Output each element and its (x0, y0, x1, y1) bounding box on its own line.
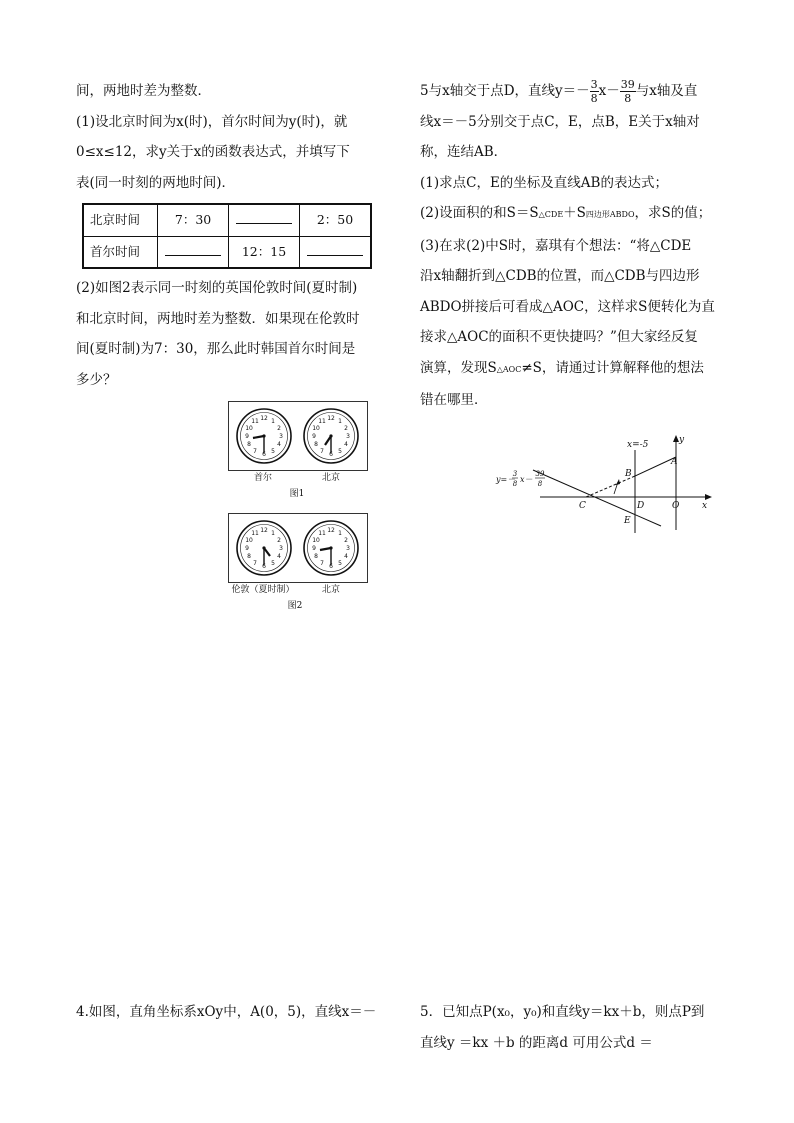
svg-text:4: 4 (277, 553, 281, 560)
label-d: D (637, 501, 645, 511)
label-c: C (579, 501, 586, 511)
svg-text:5: 5 (338, 448, 342, 455)
svg-text:3: 3 (512, 470, 518, 478)
svg-text:6: 6 (262, 563, 266, 570)
fraction: $\frac{39}{8}$ (620, 78, 635, 105)
svg-text:9: 9 (312, 433, 316, 440)
figure-1-caption: 图1 (289, 489, 305, 499)
svg-text:5: 5 (271, 560, 275, 567)
svg-text:8: 8 (247, 441, 251, 448)
line-ab (635, 457, 676, 476)
svg-text:12: 12 (260, 415, 268, 422)
table-row (83, 236, 371, 268)
answer-blank[interactable] (236, 209, 292, 224)
svg-text:39: 39 (535, 470, 545, 478)
coordinate-graph (490, 430, 720, 535)
svg-text:5: 5 (338, 560, 342, 567)
question-1-line: (1)设北京时间为x(时)，首尔时间为y(时)，就 (76, 113, 348, 130)
label-x-eq: x=-5 (627, 440, 649, 450)
question-4-part-2: (2)设面积的和S＝S△CDE＋S四边形ABDO，求S的值； (420, 205, 712, 221)
figure-2-svg (229, 514, 367, 582)
equation-label (495, 470, 545, 488)
svg-text:11: 11 (318, 530, 326, 537)
question-2-line: 多少？ (76, 371, 117, 388)
label-y: y (679, 435, 685, 445)
svg-text:1: 1 (338, 418, 342, 425)
question-4-part-3: 接求△AOC的面积不更快捷吗？”但大家经反复 (420, 329, 698, 345)
figure-1-label-beijing: 北京 (321, 473, 340, 483)
svg-text:12: 12 (260, 527, 268, 534)
clock-icon (304, 409, 358, 463)
question-4-part-3: (3)在求(2)中S时，嘉琪有个想法：“将△CDE (420, 237, 692, 254)
svg-text:2: 2 (344, 537, 348, 544)
dashed-line-cb (586, 476, 635, 497)
svg-text:x－: x－ (520, 475, 533, 484)
svg-text:8: 8 (314, 553, 318, 560)
question-4-part-3: ABDO拼接后可看成△AOC，这样求S便转化为直 (420, 298, 715, 315)
svg-text:8: 8 (512, 480, 518, 488)
time-table (82, 203, 372, 269)
svg-text:7: 7 (253, 448, 257, 455)
svg-text:10: 10 (245, 537, 253, 544)
clock-icon (237, 409, 291, 463)
figure-2-label-london: 伦敦（夏时制） (231, 585, 295, 595)
table-blank-cell[interactable] (300, 236, 372, 268)
svg-text:5: 5 (271, 448, 275, 455)
svg-text:6: 6 (262, 451, 266, 458)
label-e: E (624, 516, 631, 526)
svg-text:2: 2 (344, 425, 348, 432)
question-4-part-3: 沿x轴翻折到△CDB的位置，而△CDB与四边形 (420, 268, 700, 284)
svg-text:9: 9 (245, 433, 249, 440)
svg-text:7: 7 (320, 448, 324, 455)
figure-1-label-seoul: 首尔 (253, 473, 272, 483)
svg-text:9: 9 (245, 545, 249, 552)
question-4-line: 线x＝－5分别交于点C，E，点B，E关于x轴对 (420, 113, 700, 130)
table-row (83, 204, 371, 236)
question-1-line: 表(同一时刻的两地时间)． (76, 174, 236, 191)
svg-text:4: 4 (277, 441, 281, 448)
svg-text:7: 7 (320, 560, 324, 567)
question-4-part-3: 演算，发现S△AOC≠S，请通过计算解释他的想法 (420, 359, 704, 376)
question-4-line: 5与x轴交于点D，直线y＝－ $\frac{3}{8}$ x－ $\frac{39}{8}$ 与x轴及直 (420, 78, 698, 105)
table-head-seoul: 首尔时间 (83, 236, 158, 268)
text-line: 间，两地时差为整数． (76, 83, 211, 99)
answer-blank[interactable] (165, 241, 221, 256)
svg-text:3: 3 (346, 433, 350, 440)
svg-text:10: 10 (245, 425, 253, 432)
label-x: x (702, 501, 708, 511)
svg-text:6: 6 (329, 451, 333, 458)
svg-text:2: 2 (277, 425, 281, 432)
label-b: B (625, 469, 632, 479)
svg-text:12: 12 (327, 527, 335, 534)
figure-1-svg (229, 402, 367, 470)
figure-2-label-beijing: 北京 (321, 585, 340, 595)
svg-text:y=－: y=－ (496, 475, 516, 484)
right-column (420, 76, 720, 416)
question-1-line: 0≤x≤12，求y关于x的函数表达式，并填写下 (76, 144, 350, 160)
line-ce (533, 470, 661, 526)
svg-text:11: 11 (251, 530, 259, 537)
answer-blank[interactable] (307, 241, 363, 256)
svg-text:11: 11 (251, 418, 259, 425)
svg-text:2: 2 (277, 537, 281, 544)
table-cell: 7：30 (158, 204, 229, 236)
arrow-icon (616, 479, 620, 485)
svg-text:11: 11 (318, 418, 326, 425)
question-4-start: 4.如图，直角坐标系xOy中，A(0，5)，直线x＝－ (76, 1004, 377, 1020)
question-5-start: 5．已知点P(x₀，y₀)和直线y＝kx＋b，则点P到 直线y ＝kx ＋b 的距离d 可用公式d ＝ (420, 1004, 705, 1051)
figure-2-clocks (228, 513, 368, 583)
clock-icon (237, 521, 291, 575)
svg-text:1: 1 (338, 530, 342, 537)
svg-text:8: 8 (314, 441, 318, 448)
svg-text:9: 9 (312, 545, 316, 552)
svg-text:4: 4 (344, 553, 348, 560)
figure-2-caption: 图2 (287, 601, 303, 611)
svg-text:1: 1 (271, 418, 275, 425)
svg-text:10: 10 (312, 425, 320, 432)
figure-1-clocks (228, 401, 368, 471)
svg-text:12: 12 (327, 415, 335, 422)
table-cell: 12：15 (229, 236, 300, 268)
svg-text:8: 8 (537, 480, 543, 488)
svg-text:1: 1 (271, 530, 275, 537)
svg-text:3: 3 (279, 433, 283, 440)
left-column (76, 76, 372, 395)
question-4-line: 称，连结AB． (420, 144, 508, 160)
label-o: O (672, 501, 680, 511)
question-4-part-3: 错在哪里． (420, 392, 488, 408)
svg-text:7: 7 (253, 560, 257, 567)
svg-text:8: 8 (247, 553, 251, 560)
fraction: $\frac{3}{8}$ (590, 78, 598, 105)
table-cell: 2：50 (300, 204, 372, 236)
svg-text:10: 10 (312, 537, 320, 544)
svg-text:3: 3 (279, 545, 283, 552)
question-2-line: 间(夏时制)为7：30，那么此时韩国首尔时间是 (76, 341, 356, 357)
label-a: A (671, 457, 678, 467)
table-blank-cell[interactable] (158, 236, 229, 268)
clock-icon (304, 521, 358, 575)
table-head-beijing: 北京时间 (83, 204, 158, 236)
svg-text:6: 6 (329, 563, 333, 570)
question-2-line: (2)如图2表示同一时刻的英国伦敦时间(夏时制) (76, 280, 358, 296)
svg-text:3: 3 (346, 545, 350, 552)
table-blank-cell[interactable] (229, 204, 300, 236)
x-axis-arrow-icon (705, 494, 712, 500)
svg-text:4: 4 (344, 441, 348, 448)
question-2-line: 和北京时间，两地时差为整数．如果现在伦敦时 (76, 310, 360, 327)
question-4-part-1: (1)求点C，E的坐标及直线AB的表达式； (420, 174, 668, 191)
